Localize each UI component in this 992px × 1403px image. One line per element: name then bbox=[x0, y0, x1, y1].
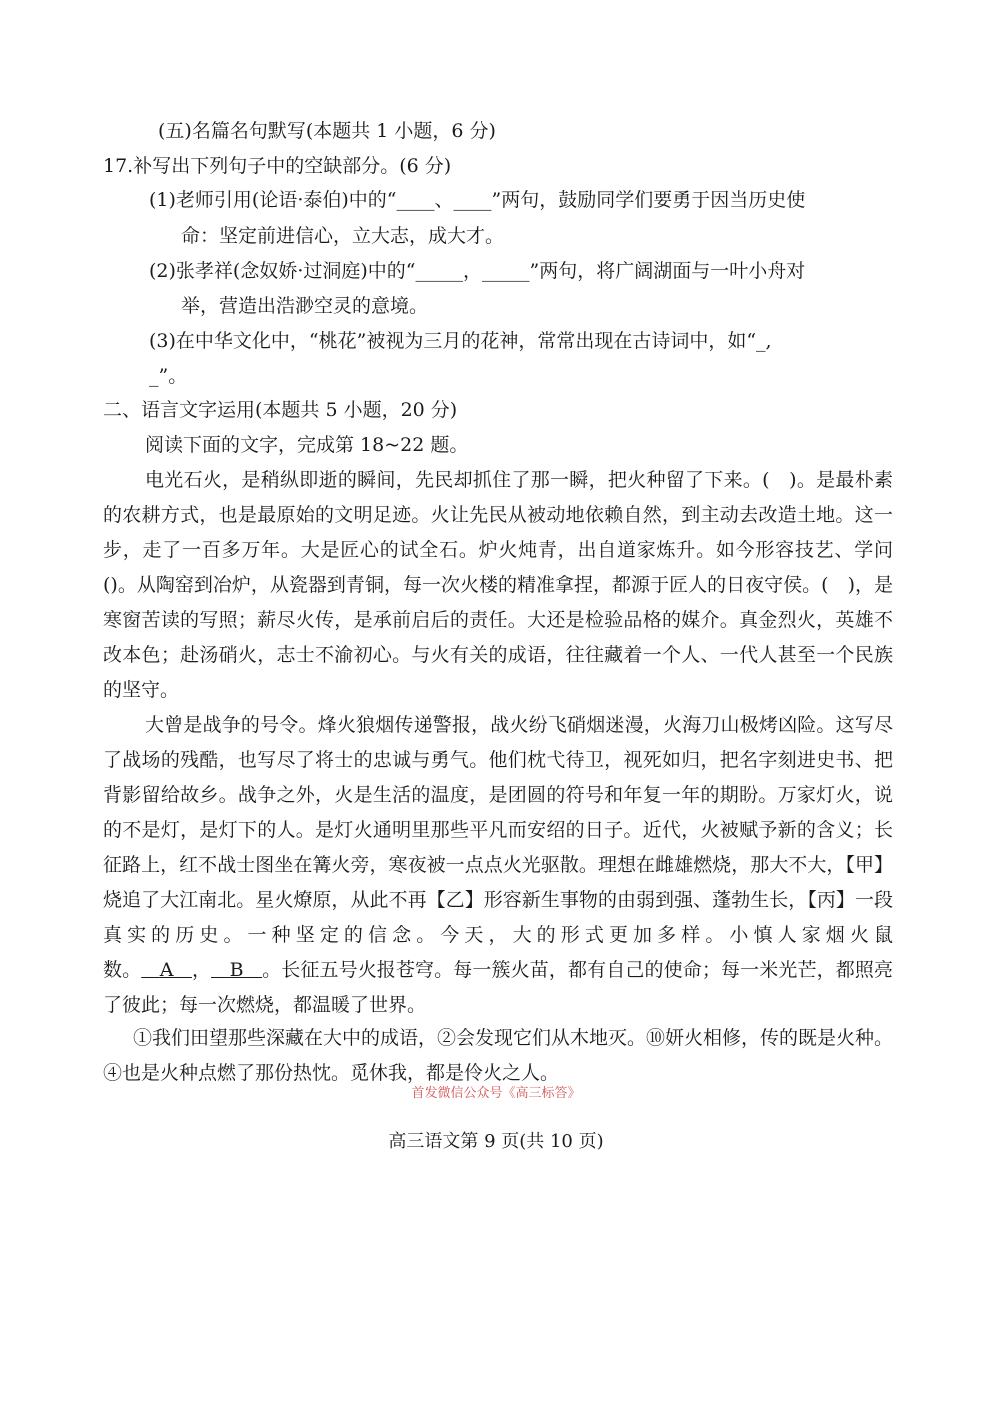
passage-paragraph-2-text: 大曾是战争的号令。烽火狼烟传递警报，战火纷飞硝烟迷漫，火海刀山极烤凶险。这写尽了战场的残酷，也写尽了将士的忠诚与勇气。他们枕弋待卫，视死如归，把名字刻进史书、把背影留给故乡。战争之外，火是生活的温度，是团圆的符号和年复一年的期盼。万家灯火，说的不是灯，是灯下的人。是灯火通明里那些平凡而安绍的日子。近代，火被赋予新的含义；长征路上，红不战士图坐在篝火旁，寒夜被一点点火光驱散。理想在雌雄燃烧，那大不大，【甲】烧追了大江南北。星火燎原，从此不再【乙】形容新生事物的由弱到强、蓬勃生长，【丙】一段真实的历史。一种坚定的信念。今天，大的形式更加多样。小慎人家烟火鼠数。 bbox=[103, 714, 893, 981]
question-17-item-3: (3)在中华文化中，“桃花”被视为三月的花神，常常出现在古诗词中，如“_, bbox=[149, 330, 772, 352]
reading-instruction: 阅读下面的文字，完成第 18~22 题。 bbox=[145, 434, 469, 456]
passage-paragraph-2-end: 。长征五号火报苍穹。每一簇火苗，都有自己的使命；每一米光芒，都照亮了彼此；每一次燃烧，都温暖了世界。 bbox=[103, 959, 893, 1016]
blank-a: A bbox=[159, 959, 174, 981]
question-17-stem: 17.补写出下列句子中的空缺部分。(6 分) bbox=[103, 155, 452, 177]
blank-b: B bbox=[229, 959, 244, 981]
question-17-item-2: (2)张孝祥(念奴娇·过洞庭)中的“_____，_____”两句，将广阔湖面与一叶小舟对 bbox=[149, 260, 806, 282]
section-heading: (五)名篇名句默写(本题共 1 小题，6 分) bbox=[158, 120, 496, 142]
page-footer: 高三语文第 9 页(共 10 页) bbox=[388, 1131, 604, 1152]
watermark: 首发微信公众号《高三标答》 bbox=[411, 1086, 581, 1101]
passage-paragraph-1: 电光石火，是稍纵即逝的瞬间，先民却抓住了那一瞬，把火种留了下来。( )。是最朴素的农耕方式，也是最原始的文明足迹。火让先民从被动地依赖自然，到主动去改造土地。这一步，走了一百多万年。大是匠心的试全石。炉火炖青，出自道家炼升。如今形容技艺、学问()。从陶窑到冶炉，从瓷器到青铜，每一次火楼的精准拿捏，都源于匠人的日夜守侯。( )，是寒窗苦读的写照；薪尽火传，是承前启后的责任。大还是检验品格的媒介。真金烈火，英雄不改本色；赴汤硝火，志士不渝初心。与火有关的成语，往往藏着一个人、一代人甚至一个民族的坚守。 bbox=[103, 469, 893, 701]
part-2-heading: 二、语言文字运用(本题共 5 小题，20 分) bbox=[103, 399, 458, 421]
question-17-item-2-cont: 举，营造出浩渺空灵的意境。 bbox=[181, 295, 429, 317]
passage-paragraph-2: 大曾是战争的号令。烽火狼烟传递警报，战火纷飞硝烟迷漫，火海刀山极烤凶险。这写尽了战场的残酷，也写尽了将士的忠诚与勇气。他们枕弋待卫，视死如归，把名字刻进史书、把背影留给故乡。战争之外，火是生活的温度，是团圆的符号和年复一年的期盼。万家灯火，说的不是灯，是灯下的人。是灯火通明里那些平凡而安绍的日子。近代，火被赋予新的含义；长征路上，红不战士图坐在篝火旁，寒夜被一点点火光驱散。理想在雌雄燃烧，那大不大，【甲】烧追了大江南北。星火燎原，从此不再【乙】形容新生事物的由弱到强、蓬勃生长，【丙】一段真实的历史。一种坚定的信念。今天，大的形式更加多样。小慎人家烟火鼠数。 A ， B 。长征五号火报苍穹。每一簇火苗，都有自己的使命；每一米光芒，都照亮了彼此；每一次燃烧，都温暖了世界。 bbox=[103, 714, 893, 1016]
question-17-item-1: (1)老师引用(论语·泰伯)中的“____、____”两句，鼓励同学们要勇于因当历史使 bbox=[149, 189, 806, 211]
question-17-item-3-cont: _”。 bbox=[149, 365, 188, 387]
question-17-item-1-cont: 命：坚定前进信心，立大志，成大才。 bbox=[181, 225, 505, 247]
passage-paragraph-3: ①我们田望那些深藏在大中的成语，②会发现它们从木地灭。⑩妍火相修，传的既是火种。④也是火种点燃了那份热忱。觅休我，都是伶火之人。 bbox=[103, 1027, 894, 1084]
